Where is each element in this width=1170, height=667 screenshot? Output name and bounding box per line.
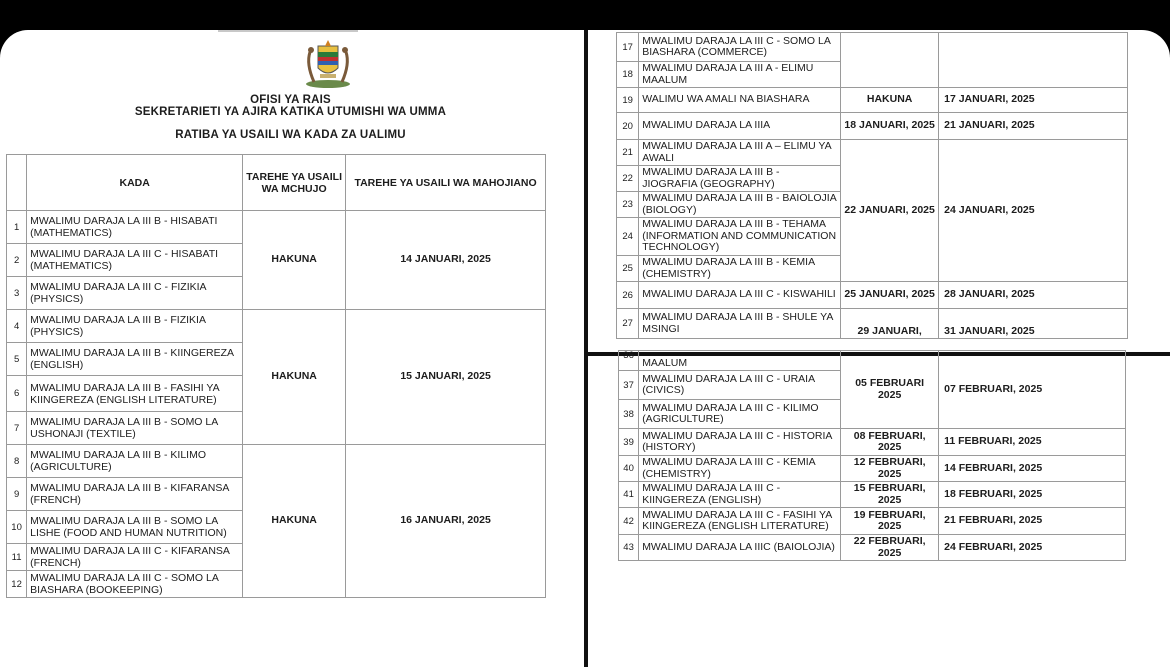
mchujo-cell: 12 FEBRUARI, 2025 [841, 456, 939, 482]
mchujo-cell: 19 FEBRUARI, 2025 [841, 508, 939, 535]
mahojiano-cell: 28 JANUARI, 2025 [939, 282, 1128, 309]
document-card [0, 30, 1170, 667]
table-row: 22 MWALIMU DARAJA LA III B - JIOGRAFIA (GEOGRAPHY) [617, 166, 1128, 192]
table-row: 19 WALIMU WA AMALI NA BIASHARA HAKUNA 17 JANUARI, 2025 [617, 88, 1128, 113]
table-row: 25 MWALIMU DARAJA LA III B - KEMIA (CHEMISTRY) [617, 256, 1128, 282]
coat-of-arms-emblem [302, 38, 354, 90]
mahojiano-cell: 21 FEBRUARI, 2025 [939, 508, 1126, 535]
col-kada-header: KADA [27, 155, 243, 211]
table-row: 2 MWALIMU DARAJA LA III C - HISABATI (MATHEMATICS) [7, 244, 546, 277]
table-row: 18 MWALIMU DARAJA LA III A - ELIMU MAALUM [617, 62, 1128, 88]
mahojiano-cell: 31 JANUARI, 2025 [939, 309, 1128, 339]
mchujo-cell: 08 FEBRUARI, 2025 [841, 429, 939, 456]
mahojiano-cell: 18 FEBRUARI, 2025 [939, 482, 1126, 508]
mchujo-cell: 25 JANUARI, 2025 [841, 282, 939, 309]
table-row: 42 MWALIMU DARAJA LA III C - FASIHI YA KIINGEREZA (ENGLISH LITERATURE) 19 FEBRUARI, 2025 21 FEBRUARI, 2025 [619, 508, 1126, 535]
table-row: 37 MWALIMU DARAJA LA III C - URAIA (CIVICS) [619, 371, 1126, 400]
table-row: 9 MWALIMU DARAJA LA III B - KIFARANSA (FRENCH) [7, 478, 546, 511]
table-row: 26 MWALIMU DARAJA LA III C - KISWAHILI 25 JANUARI, 2025 28 JANUARI, 2025 [617, 282, 1128, 309]
col-number-header [7, 155, 27, 211]
table-row: 11 MWALIMU DARAJA LA III C - KIFARANSA (FRENCH) [7, 544, 546, 571]
right-top-page [588, 30, 1170, 352]
table-row: 39 MWALIMU DARAJA LA III C - HISTORIA (HISTORY) 08 FEBRUARI, 2025 11 FEBRUARI, 2025 [619, 429, 1126, 456]
table-row: 5 MWALIMU DARAJA LA III B - KIINGEREZA (ENGLISH) [7, 343, 546, 376]
mahojiano-cell: 07 FEBRUARI, 2025 [939, 351, 1126, 429]
table-row: 10 MWALIMU DARAJA LA III B - SOMO LA LISHE (FOOD AND HUMAN NUTRITION) [7, 511, 546, 544]
mchujo-cell: HAKUNA [243, 310, 346, 445]
table-row: 3 MWALIMU DARAJA LA III C - FIZIKIA (PHYSICS) [7, 277, 546, 310]
mchujo-cell: 29 JANUARI, [841, 309, 939, 339]
table-row: 41 MWALIMU DARAJA LA III C - KIINGEREZA (ENGLISH) 15 FEBRUARI, 2025 18 FEBRUARI, 2025 [619, 482, 1126, 508]
mahojiano-cell: 24 FEBRUARI, 2025 [939, 535, 1126, 561]
table-row: 36 MAALUM 05 FEBRUARI 2025 07 FEBRUARI, 2025 [619, 351, 1126, 371]
mahojiano-cell: 21 JANUARI, 2025 [939, 113, 1128, 140]
table-row: 4 MWALIMU DARAJA LA III B - FIZIKIA (PHYSICS) HAKUNA 15 JANUARI, 2025 [7, 310, 546, 343]
mchujo-cell: 05 FEBRUARI 2025 [841, 351, 939, 429]
schedule-title: RATIBA YA USAILI WA KADA ZA UALIMU [175, 129, 406, 141]
table-row: 8 MWALIMU DARAJA LA III B - KILIMO (AGRICULTURE) HAKUNA 16 JANUARI, 2025 [7, 445, 546, 478]
table-row: 17 MWALIMU DARAJA LA III C - SOMO LA BIASHARA (COMMERCE) [617, 33, 1128, 62]
table-row: 20 MWALIMU DARAJA LA IIIA 18 JANUARI, 2025 21 JANUARI, 2025 [617, 113, 1128, 140]
table-row: 38 MWALIMU DARAJA LA III C - KILIMO (AGRICULTURE) [619, 400, 1126, 429]
table-row: 27 MWALIMU DARAJA LA III B - SHULE YA MSINGI 29 JANUARI, 31 JANUARI, 2025 [617, 309, 1128, 339]
cropped-header-line [218, 30, 358, 32]
mchujo-cell: HAKUNA [243, 211, 346, 310]
mchujo-cell: 22 FEBRUARI, 2025 [841, 535, 939, 561]
mchujo-cell: 18 JANUARI, 2025 [841, 113, 939, 140]
table-row: 7 MWALIMU DARAJA LA III B - SOMO LA USHONAJI (TEXTILE) [7, 412, 546, 445]
mahojiano-cell: 11 FEBRUARI, 2025 [939, 429, 1126, 456]
office-title: OFISI YA RAIS [250, 94, 331, 106]
mchujo-cell: 22 JANUARI, 2025 [841, 140, 939, 282]
table-row: 23 MWALIMU DARAJA LA III B - BAIOLOJIA (BIOLOGY) [617, 192, 1128, 218]
table-row: 43 MWALIMU DARAJA LA IIIC (BAIOLOJIA) 22 FEBRUARI, 2025 24 FEBRUARI, 2025 [619, 535, 1126, 561]
right-bottom-page [588, 350, 1170, 667]
secretariat-title: SEKRETARIETI YA AJIRA KATIKA UTUMISHI WA UMMA [134, 106, 447, 118]
table-row: 1 MWALIMU DARAJA LA III B - HISABATI (MATHEMATICS) HAKUNA 14 JANUARI, 2025 [7, 211, 546, 244]
table-row: 12 MWALIMU DARAJA LA III C - SOMO LA BIASHARA (BOOKEEPING) [7, 571, 546, 598]
table-row: 40 MWALIMU DARAJA LA III C - KEMIA (CHEMISTRY) 12 FEBRUARI, 2025 14 FEBRUARI, 2025 [619, 456, 1126, 482]
schedule-table-right-bottom [618, 350, 1126, 561]
mahojiano-cell: 14 JANUARI, 2025 [346, 211, 546, 310]
table-row: 21 MWALIMU DARAJA LA III A – ELIMU YA AWALI 22 JANUARI, 2025 24 JANUARI, 2025 [617, 140, 1128, 166]
mahojiano-cell: 17 JANUARI, 2025 [939, 88, 1128, 113]
table-row: 6 MWALIMU DARAJA LA III B - FASIHI YA KIINGEREZA (ENGLISH LITERATURE) [7, 376, 546, 412]
col-mchujo-header: TAREHE YA USAILI WA MCHUJO [243, 155, 346, 211]
mahojiano-cell: 24 JANUARI, 2025 [939, 140, 1128, 282]
schedule-table-right-top [616, 32, 1128, 339]
mchujo-cell: HAKUNA [841, 88, 939, 113]
mchujo-cell: HAKUNA [243, 445, 346, 598]
col-mahojiano-header: TAREHE YA USAILI WA MAHOJIANO [346, 155, 546, 211]
mahojiano-cell: 15 JANUARI, 2025 [346, 310, 546, 445]
mahojiano-cell: 16 JANUARI, 2025 [346, 445, 546, 598]
mchujo-cell: 15 FEBRUARI, 2025 [841, 482, 939, 508]
table-row: 24 MWALIMU DARAJA LA III B - TEHAMA (INFORMATION AND COMMUNICATION TECHNOLOGY) [617, 218, 1128, 256]
schedule-table-left [6, 154, 546, 598]
mahojiano-cell: 14 FEBRUARI, 2025 [939, 456, 1126, 482]
